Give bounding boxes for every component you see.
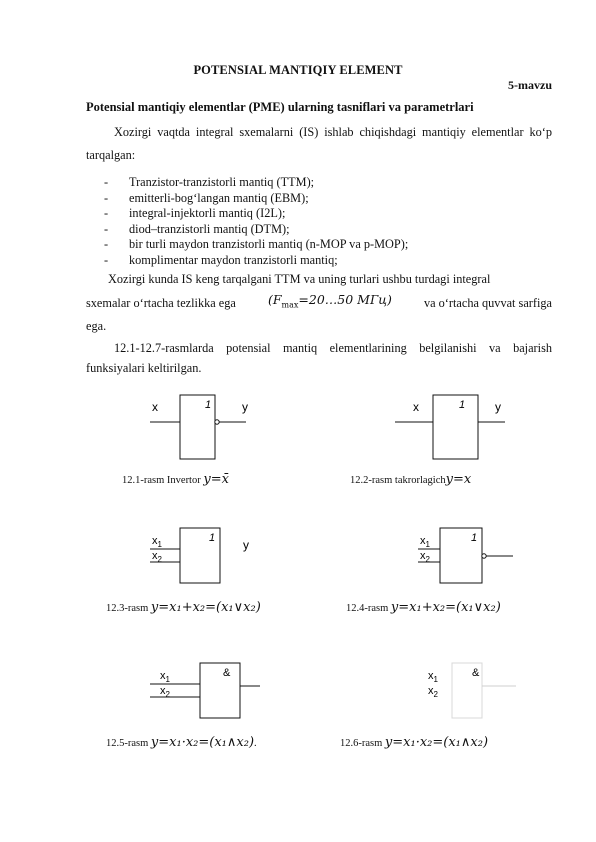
page-title: POTENSIAL MANTIQIY ELEMENT xyxy=(193,63,403,77)
input2-label: $x_2$ xyxy=(420,550,430,564)
gate-symbol: 1 xyxy=(459,399,466,411)
list-item: - Tranzistor-tranzistorli mantiq (TTM); xyxy=(104,175,315,189)
gate-symbol: 1 xyxy=(205,399,212,411)
output-label: y xyxy=(243,538,249,552)
nor-gate-diagram xyxy=(418,525,528,590)
output-label: y xyxy=(495,400,501,414)
caption-12-5: 12.5-rasm y=x₁·x₂=(x₁∧x₂). xyxy=(106,735,257,750)
gate-symbol: 1 xyxy=(209,532,216,544)
gate-symbol: & xyxy=(223,667,231,679)
input2-label: $x_2$ xyxy=(152,550,162,564)
list-item: - emitterli-bog‘langan mantiq (EBM); xyxy=(104,190,309,205)
input2-label: $x_2$ xyxy=(428,685,438,699)
intro-paragraph: Xozirgi vaqtda integral sxemalarni (IS) ishlab chiqishdagi mantiqiy elementlar ko‘p tarqalgan: xyxy=(86,125,552,162)
buffer-gate-diagram xyxy=(395,390,525,470)
frequency-formula: ($F_{max}=20\dots 50$ MГц) xyxy=(267,292,392,310)
output-label: y xyxy=(242,400,248,414)
list-item: - integral-injektorli mantiq (I2L); xyxy=(104,206,286,220)
logic-types-list xyxy=(104,175,408,268)
nand-gate-diagram xyxy=(420,660,530,725)
inverter-gate-diagram xyxy=(150,390,270,470)
input-label: x xyxy=(413,400,419,414)
caption-12-3: 12.3-rasm y=x₁+x₂=(x₁∨x₂) xyxy=(106,600,261,615)
input1-label: $x_1$ xyxy=(160,670,170,684)
input2-label: $x_2$ xyxy=(160,685,170,699)
caption-12-4: 12.4-rasm y=x₁+x₂=(x₁∨x₂) xyxy=(346,600,501,615)
gate-symbol: & xyxy=(472,667,480,679)
list-item: - bir turli maydon tranzistorli mantiq (n-MOP va p-MOP); xyxy=(104,237,409,251)
input1-label: $x_1$ xyxy=(420,535,430,549)
list-item: - diod–tranzistorli mantiq (DTM); xyxy=(104,221,290,236)
input1-label: $x_1$ xyxy=(428,670,438,684)
list-item: - komplimentar maydon tranzistorli mantiq; xyxy=(104,252,338,267)
input-label: x xyxy=(152,400,158,414)
caption-12-2: 12.2-rasm takrorlagichy=x xyxy=(350,472,472,487)
input1-label: $x_1$ xyxy=(152,535,162,549)
topic-number: 5-mavzu xyxy=(508,78,552,92)
gate-symbol: 1 xyxy=(471,532,478,544)
caption-12-1: 12.1-rasm Invertor y=x̄ xyxy=(122,472,229,487)
ttm-paragraph: Xozirgi kunda IS keng tarqalgani TTM va uning turlari ushbu turdagi integral sxemalar o‘rtacha tezlikka ega ($F_{max}=20\dots 50$ MГц) va o‘rtacha quvvat sarfiga ega. xyxy=(86,272,552,333)
or-gate-diagram xyxy=(150,525,270,590)
caption-12-6: 12.6-rasm y=x₁·x₂=(x₁∧x₂) xyxy=(340,735,489,750)
section-heading: Potensial mantiqiy elementlar (PME) ularning tasniflari va parametrlari xyxy=(86,100,474,114)
figures-intro-paragraph: 12.1-12.7-rasmlarda potensial mantiq elementlarining belgilanishi va bajarish funksiyalari keltirilgan. xyxy=(86,341,552,375)
and-gate-diagram xyxy=(150,660,270,725)
